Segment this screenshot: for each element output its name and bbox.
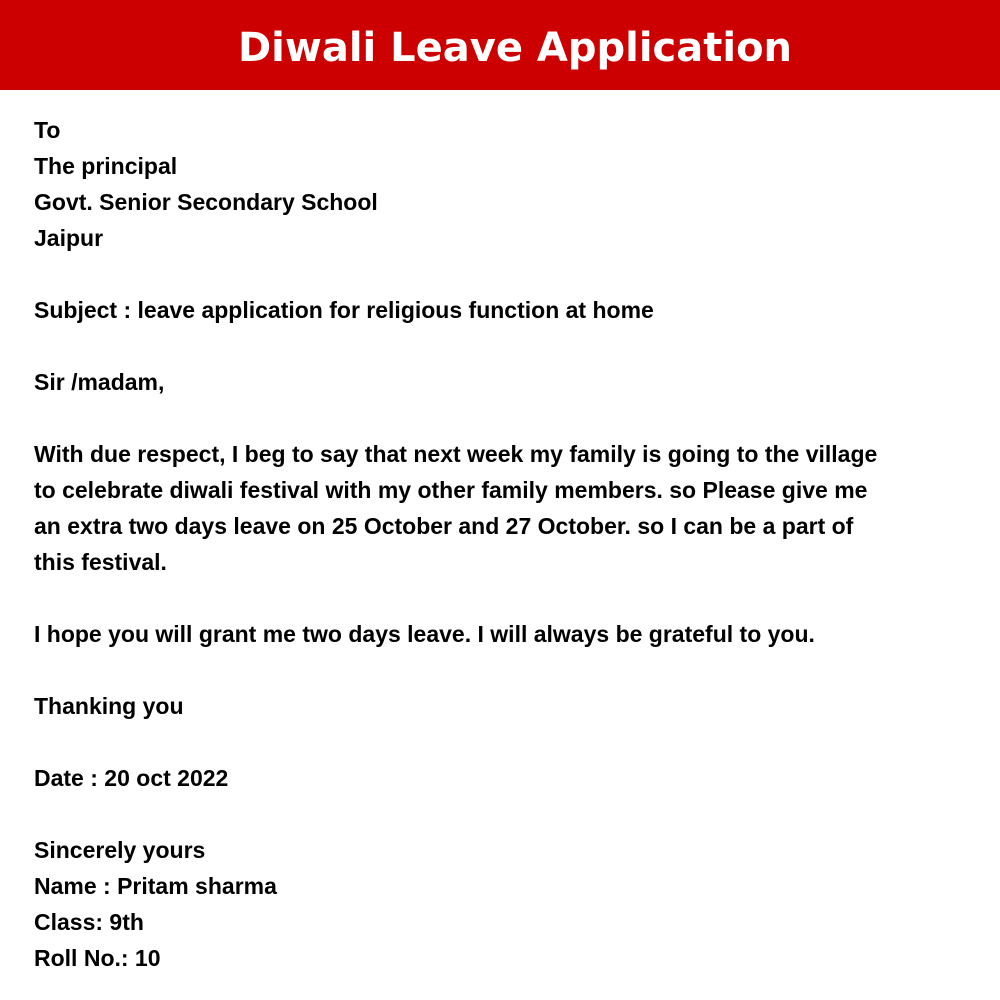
body-line: to celebrate diwali festival with my other family members. so Please give me	[34, 477, 868, 503]
spacer	[34, 328, 984, 364]
spacer	[34, 256, 984, 292]
thanks-line: Thanking you	[34, 693, 184, 719]
title-banner	[0, 0, 1000, 90]
spacer	[34, 652, 984, 688]
recipient-to: To	[34, 117, 61, 143]
body-paragraph	[34, 436, 984, 580]
recipient-school: Govt. Senior Secondary School	[34, 189, 378, 215]
subject-line: Subject : leave application for religious function at home	[34, 297, 654, 323]
student-name: Name : Pritam sharma	[34, 873, 277, 899]
closing-line: Sincerely yours	[34, 837, 206, 863]
spacer	[34, 580, 984, 616]
spacer	[34, 724, 984, 760]
recipient-city: Jaipur	[34, 225, 104, 251]
body-line: an extra two days leave on 25 October and 27 October. so I can be a part of	[34, 513, 854, 539]
student-roll-number: Roll No.: 10	[34, 945, 161, 971]
page-title: Diwali Leave Application	[237, 25, 793, 71]
request-paragraph: I hope you will grant me two days leave. I will always be grateful to you.	[34, 621, 815, 647]
student-class: Class: 9th	[34, 909, 144, 935]
spacer	[34, 796, 984, 832]
salutation: Sir /madam,	[34, 369, 165, 395]
body-line: this festival.	[34, 549, 167, 575]
recipient-position: The principal	[34, 153, 178, 179]
spacer	[34, 400, 984, 436]
date-line: Date : 20 oct 2022	[34, 765, 229, 791]
letter-body	[34, 112, 984, 976]
body-line: With due respect, I beg to say that next week my family is going to the village	[34, 441, 878, 467]
